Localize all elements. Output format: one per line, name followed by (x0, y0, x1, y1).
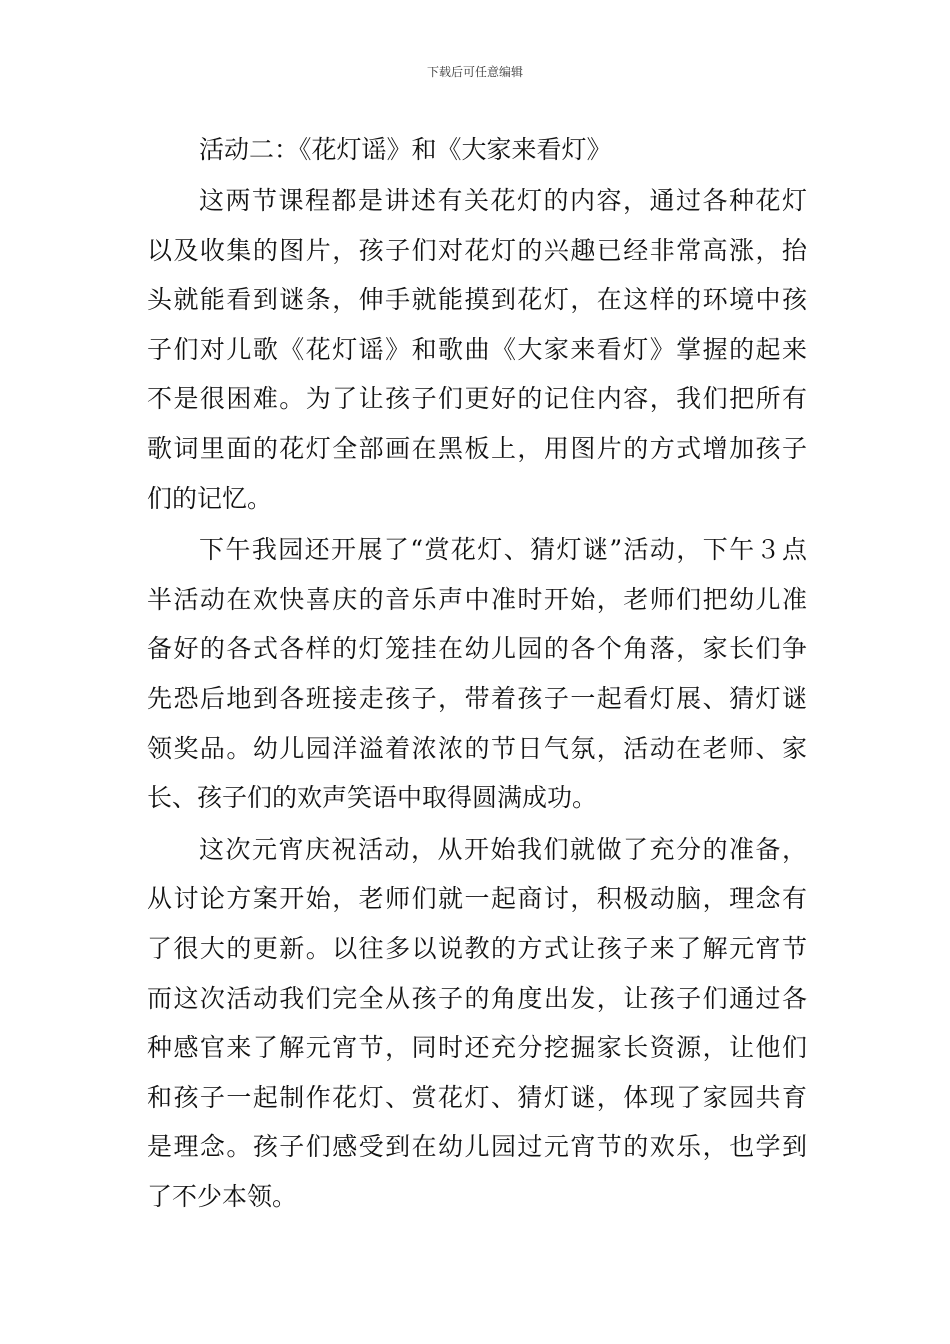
document-body (147, 124, 807, 1221)
paragraph-line: 以及收集的图片，孩子们对花灯的兴趣已经非常高涨，抬 (147, 235, 807, 265)
paragraph-2 (147, 525, 807, 823)
paragraph-line: 备好的各式各样的灯笼挂在幼儿园的各个角落，家长们争 (147, 634, 807, 664)
paragraph-line: 这次元宵庆祝活动，从开始我们就做了充分的准备， (199, 834, 807, 864)
paragraph-line: 不是很困难。为了让孩子们更好的记住内容，我们把所有 (147, 384, 807, 414)
paragraph-line: 而这次活动我们完全从孩子的角度出发，让孩子们通过各 (147, 983, 807, 1013)
paragraph-line: 种感官来了解元宵节，同时还充分挖掘家长资源，让他们 (147, 1033, 807, 1063)
paragraph-line: 从讨论方案开始，老师们就一起商讨，积极动脑，理念有 (147, 884, 807, 914)
paragraph-line: 领奖品。幼儿园洋溢着浓浓的节日气氛，活动在老师、家 (147, 733, 807, 763)
paragraph-line: 歌词里面的花灯全部画在黑板上，用图片的方式增加孩子 (147, 433, 807, 463)
paragraph-line: 了不少本领。 (147, 1181, 298, 1211)
paragraph-3 (147, 825, 807, 1222)
paragraph-line: 这两节课程都是讲述有关花灯的内容，通过各种花灯 (199, 186, 807, 215)
paragraph-line: 了很大的更新。以往多以说教的方式让孩子来了解元宵节 (147, 933, 807, 963)
paragraph-line: 半活动在欢快喜庆的音乐声中准时开始，老师们把幼儿准 (147, 584, 807, 614)
paragraph-line: 长、孩子们的欢声笑语中取得圆满成功。 (147, 783, 598, 813)
paragraph-line: 和孩子一起制作花灯、赏花灯、猜灯谜，体现了家园共育 (147, 1082, 807, 1112)
paragraph-1 (147, 176, 807, 523)
paragraph-line: 下午我园还开展了“赏花灯、猜灯谜”活动，下午３点 (199, 535, 807, 565)
paragraph-line: 子们对儿歌《花灯谣》和歌曲《大家来看灯》掌握的起来 (147, 334, 807, 364)
paragraph-line: 头就能看到谜条，伸手就能摸到花灯，在这样的环境中孩 (147, 285, 807, 315)
paragraph-line: 先恐后地到各班接走孩子，带着孩子一起看灯展、猜灯谜 (147, 683, 807, 713)
section-title: 活动二：《花灯谣》和《大家来看灯》 (199, 135, 612, 164)
page-header-note: 下载后可任意编辑 (426, 65, 523, 79)
paragraph-line: 是理念。孩子们感受到在幼儿园过元宵节的欢乐，也学到 (147, 1132, 807, 1162)
paragraph-line: 们的记忆。 (147, 483, 273, 513)
